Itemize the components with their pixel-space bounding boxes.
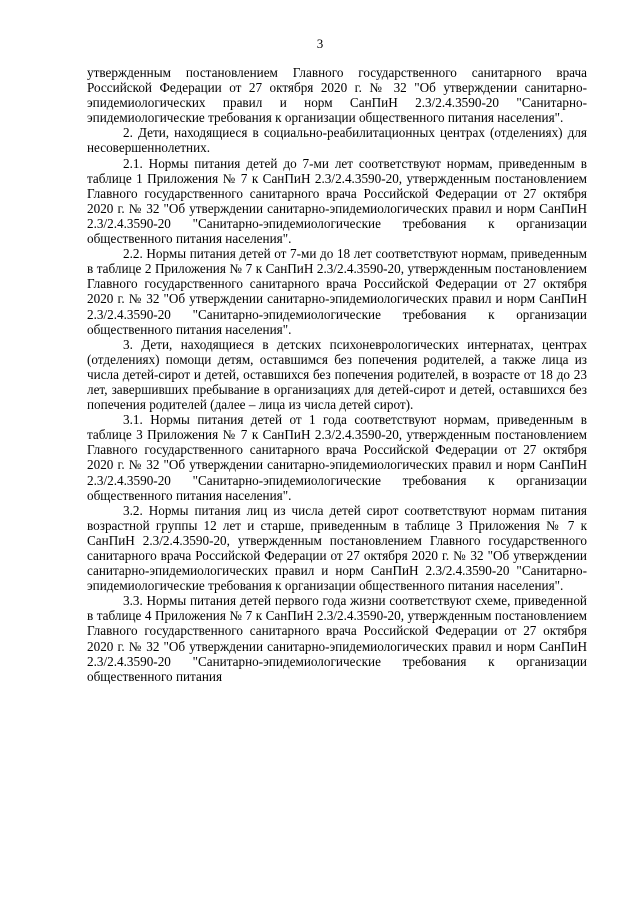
paragraph: 2.1. Нормы питания детей до 7-ми лет соответствуют нормам, приведенным в таблице 1 Приложения № 7 к СанПиН 2.3/2.4.3590-20, утвержденным постановлением Главного государственного санитарного врача Российской Федерации от 27 октября 2020 г. № 32 "Об утверждении санитарно-эпидемиологических правил и норм СанПиН 2.3/2.4.3590-20 "Санитарно-эпидемиологические требования к организации общественного питания населения".: [87, 155, 587, 247]
document-body: [87, 65, 587, 684]
paragraph: 3.3. Нормы питания детей первого года жизни соответствуют схеме, приведенной в таблице 4 Приложения № 7 к СанПиН 2.3/2.4.3590-20, утвержденным постановлением Главного государственного санитарного врача Российской Федерации от 27 октября 2020 г. № 32 "Об утверждении санитарно-эпидемиологических правил и норм СанПиН 2.3/2.4.3590-20 "Санитарно-эпидемиологические требования к организации общественного питания: [87, 593, 587, 684]
paragraph: 2. Дети, находящиеся в социально-реабилитационных центрах (отделениях) для несовершеннолетних.: [87, 125, 587, 156]
paragraph: 3. Дети, находящиеся в детских психоневрологических интернатах, центрах (отделениях) помощи детям, оставшимся без попечения родителей, а также лица из числа детей-сирот и детей, оставшихся без попечения родителей, в возрасте от 18 до 23 лет, завершивших пребывание в организациях для детей-сирот и детей, оставшихся без попечения родителей (далее – лица из числа детей сирот).: [87, 336, 587, 413]
paragraph: 3.2. Нормы питания лиц из числа детей сирот соответствуют нормам питания возрастной группы 12 лет и старше, приведенным в таблице 3 Приложения № 7 к СанПиН 2.3/2.4.3590-20, утвержденным постановлением Главного государственного санитарного врача Российской Федерации от 27 октября 2020 г. № 32 "Об утверждении санитарно-эпидемиологических правил и норм СанПиН 2.3/2.4.3590-20 "Санитарно-эпидемиологические требования к организации общественного питания населения".: [87, 502, 587, 594]
paragraph: 2.2. Нормы питания детей от 7-ми до 18 лет соответствуют нормам, приведенным в таблице 2 Приложения № 7 к СанПиН 2.3/2.4.3590-20, утвержденным постановлением Главного государственного санитарного врача Российской Федерации от 27 октября 2020 г. № 32 "Об утверждении санитарно-эпидемиологических правил и норм СанПиН 2.3/2.4.3590-20 "Санитарно-эпидемиологические требования к организации общественного питания населения".: [87, 246, 587, 337]
paragraph: утвержденным постановлением Главного государственного санитарного врача Российской Федерации от 27 октября 2020 г. № 32 "Об утверждении санитарно-эпидемиологических правил и норм СанПиН 2.3/2.4.3590-20 "Санитарно-эпидемиологические требования к организации общественного питания населения".: [87, 65, 587, 126]
page-number: 3: [316, 36, 324, 51]
paragraph: 3.1. Нормы питания детей от 1 года соответствуют нормам, приведенным в таблице 3 Приложения № 7 к СанПиН 2.3/2.4.3590-20, утвержденным постановлением Главного государственного санитарного врача Российской Федерации от 27 октября 2020 г. № 32 "Об утверждении санитарно-эпидемиологических правил и норм СанПиН 2.3/2.4.3590-20 "Санитарно-эпидемиологические требования к организации общественного питания населения".: [87, 412, 587, 503]
